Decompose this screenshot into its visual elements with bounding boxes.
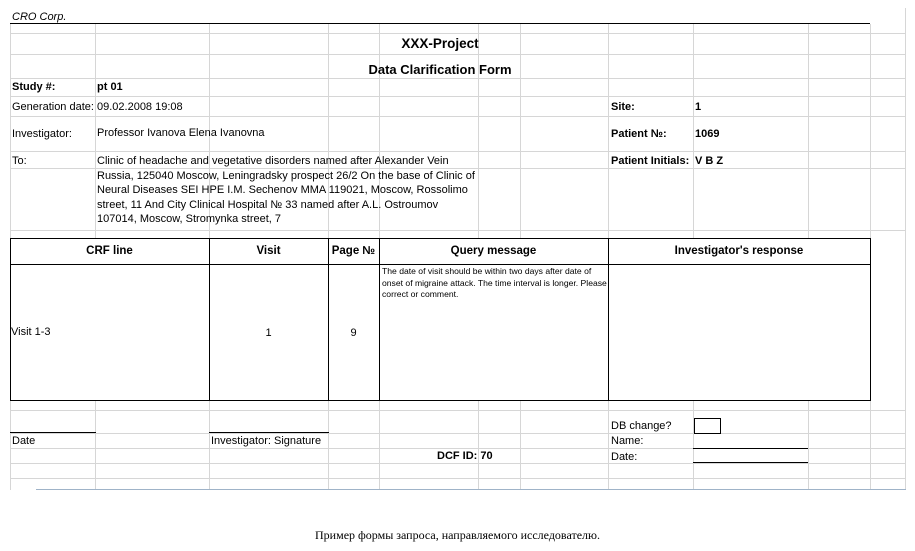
to-address-line: Neural Diseases SEI HPE I.M. Sechenov MMA 119021, Moscow, Rossolimo <box>97 184 468 196</box>
site-value: 1 <box>695 101 702 113</box>
investigator-signature-line <box>209 432 329 433</box>
investigator-value: Professor Ivanova Elena Ivanovna <box>97 127 265 139</box>
query-message-cell: The date of visit should be within two days after date of onset of migraine attack. The time interval is longer. Please correct or comment. <box>382 266 607 299</box>
to-address-line: street, 11 And City Clinical Hospital № 33 named after A.L. Ostroumov <box>97 198 439 211</box>
patient-number-value: 1069 <box>695 128 720 140</box>
project-title: XXX-Project <box>401 36 479 51</box>
to-address-line: Russia, 125040 Moscow, Leningradsky prospect 26/2 On the base of Clinic of <box>97 169 475 182</box>
column-header-crf-line: CRF line <box>86 245 133 257</box>
figure-caption: Пример формы запроса, направляемого исследователю. <box>315 528 600 542</box>
site-label: Site: <box>611 101 635 113</box>
name-label: Name: <box>611 435 644 447</box>
generation-date-value: 09.02.2008 19:08 <box>97 101 183 113</box>
company-underline <box>10 23 870 24</box>
to-label: To: <box>12 155 27 167</box>
to-address-line: Clinic of headache and vegetative disorders named after Alexander Vein <box>97 155 449 167</box>
column-header-query-message: Query message <box>450 245 537 257</box>
name-line <box>693 448 808 449</box>
column-header-page: Page № <box>331 245 376 257</box>
patient-initials-value: V B Z <box>695 155 724 167</box>
study-label: Study #: <box>12 81 56 93</box>
date-signature-line <box>10 432 96 433</box>
to-address <box>97 154 487 227</box>
form-title: Data Clarification Form <box>368 62 512 77</box>
db-change-label: DB change? <box>611 420 672 432</box>
page-cell: 9 <box>350 327 357 339</box>
db-change-checkbox[interactable] <box>694 418 721 434</box>
company-name: CRO Corp. <box>12 11 67 23</box>
patient-initials-label: Patient Initials: <box>611 155 690 167</box>
generation-date-label: Generation date: <box>12 101 94 113</box>
investigator-response-cell[interactable] <box>611 268 866 396</box>
crf-line-cell: Visit 1-3 <box>11 326 51 338</box>
date-label: Date <box>12 435 36 447</box>
study-value: pt 01 <box>97 81 123 93</box>
to-address-line: 107014, Moscow, Stromynka street, 7 <box>97 213 282 225</box>
date2-line <box>693 462 808 463</box>
visit-cell: 1 <box>265 327 272 339</box>
date2-label: Date: <box>611 451 638 463</box>
investigator-signature-label: Investigator: Signature <box>211 435 322 447</box>
dcf-id: DCF ID: 70 <box>437 450 493 462</box>
column-header-visit: Visit <box>256 245 281 257</box>
patient-number-label: Patient №: <box>611 128 667 140</box>
investigator-label: Investigator: <box>12 128 72 140</box>
column-header-investigator-response: Investigator's response <box>674 245 804 257</box>
